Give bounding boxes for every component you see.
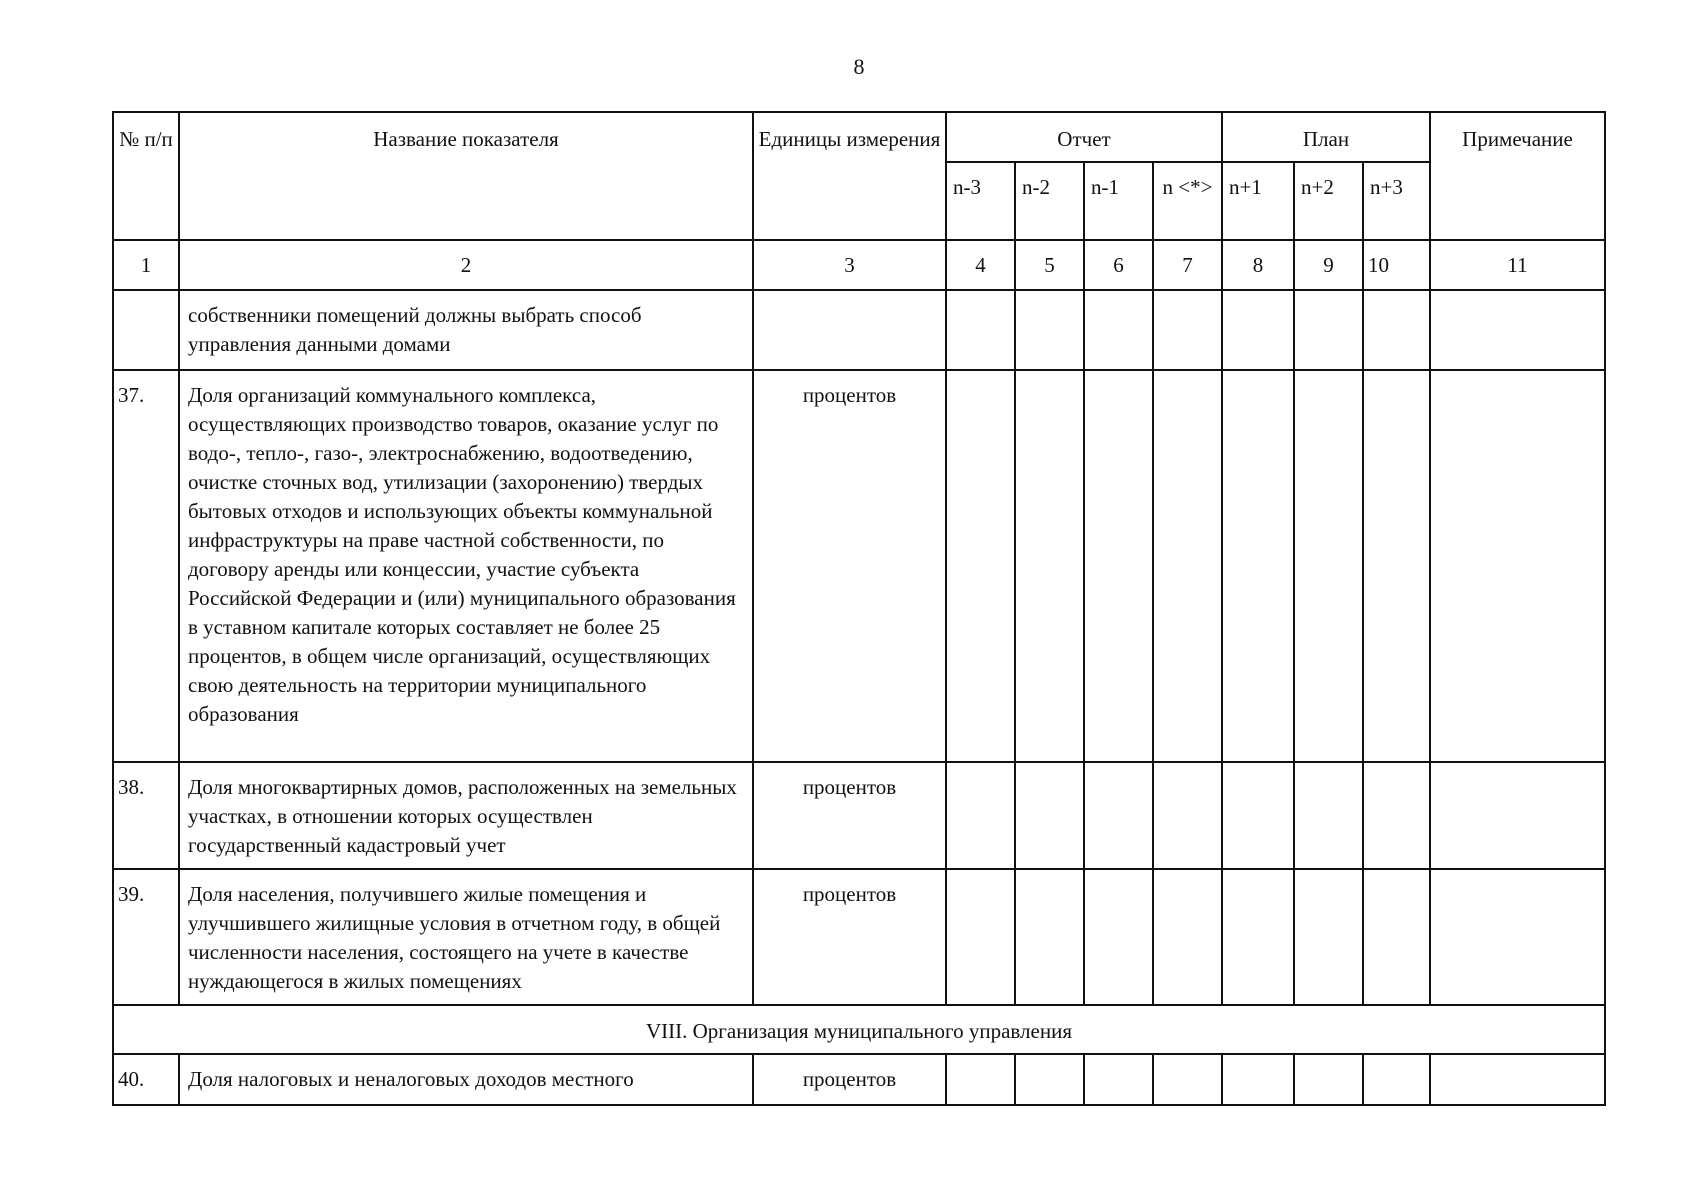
period-n-3: n-3 (946, 162, 1015, 240)
row-no: 40. (113, 1054, 179, 1105)
row-name: собственники помещений должны выбрать способ управления данными домами (179, 290, 753, 370)
header-no: № п/п (113, 112, 179, 240)
row-units: процентов (753, 1054, 946, 1105)
row-units: процентов (753, 762, 946, 869)
header-plan: План (1222, 112, 1430, 162)
header-note: Примечание (1430, 112, 1605, 240)
row-units (753, 290, 946, 370)
page-number: 8 (853, 54, 865, 79)
colnum-3: 3 (753, 240, 946, 290)
row-name: Доля организаций коммунального комплекса, осуществляющих производство товаров, оказание услуг по водо-, тепло-, газо-, электроснабжению, водоотведению, очистке сточных вод, утилизации (захоронению) твердых бытовых отходов и использующих объекты коммунальной инфраструктуры на праве частной собственности, по договору аренды или концессии, участие субъекта Российской Федерации и (или) муниципального образования в уставном капитале которых составляет не более 25 процентов, в общем числе организаций, осуществляющих свою деятельность на территории муниципального образования (179, 370, 753, 762)
colnum-1: 1 (113, 240, 179, 290)
colnum-5: 5 (1015, 240, 1084, 290)
row-no (113, 290, 179, 370)
row-units: процентов (753, 869, 946, 1005)
period-n+1: n+1 (1222, 162, 1294, 240)
section-row (113, 1005, 1605, 1054)
header-name: Название показателя (179, 112, 753, 240)
colnum-2: 2 (179, 240, 753, 290)
section-title: VIII. Организация муниципального управления (113, 1005, 1605, 1054)
period-n-2: n-2 (1015, 162, 1084, 240)
colnum-9: 9 (1294, 240, 1363, 290)
table-row (113, 370, 1605, 762)
colnum-8: 8 (1222, 240, 1294, 290)
row-name: Доля налоговых и неналоговых доходов местного (179, 1054, 753, 1105)
row-units: процентов (753, 370, 946, 762)
header-units: Единицы измерения (753, 112, 946, 240)
table-row (113, 1054, 1605, 1105)
header-report: Отчет (946, 112, 1222, 162)
colnum-6: 6 (1084, 240, 1153, 290)
row-no: 37. (113, 370, 179, 762)
period-n+3: n+3 (1363, 162, 1430, 240)
column-numbers-row (113, 240, 1605, 290)
period-n-1: n-1 (1084, 162, 1153, 240)
table-row (113, 290, 1605, 370)
period-n+2: n+2 (1294, 162, 1363, 240)
row-no: 39. (113, 869, 179, 1005)
period-n: n <*> (1153, 162, 1222, 240)
colnum-4: 4 (946, 240, 1015, 290)
table-row (113, 762, 1605, 869)
indicators-table (112, 111, 1606, 1106)
colnum-7: 7 (1153, 240, 1222, 290)
table-row (113, 869, 1605, 1005)
colnum-11: 11 (1430, 240, 1605, 290)
row-no: 38. (113, 762, 179, 869)
table-header-row (113, 112, 1605, 162)
row-name: Доля населения, получившего жилые помещения и улучшившего жилищные условия в отчетном году, в общей численности населения, состоящего на учете в качестве нуждающегося в жилых помещениях (179, 869, 753, 1005)
colnum-10: 10 (1363, 240, 1430, 290)
row-name: Доля многоквартирных домов, расположенных на земельных участках, в отношении которых осуществлен государственный кадастровый учет (179, 762, 753, 869)
